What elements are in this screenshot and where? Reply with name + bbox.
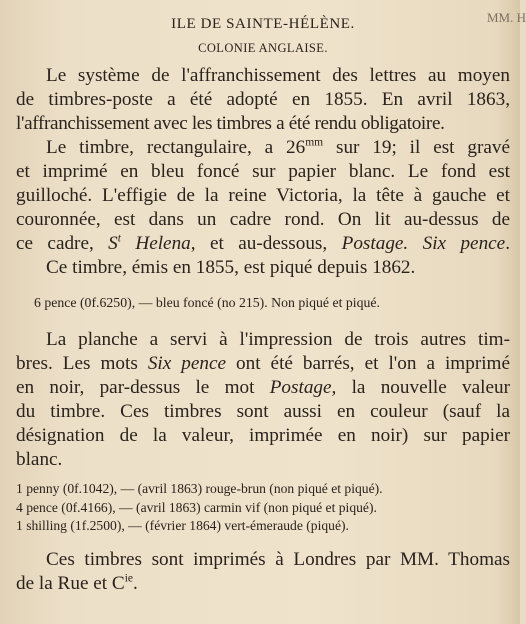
text-line: du timbre. Ces timbres sont aussi en couleur (sauf la — [16, 401, 510, 422]
text-line: blanc. — [16, 449, 63, 470]
text-line: en noir, par-dessus le mot Postage, la nouvelle valeur — [16, 377, 510, 398]
text-line: ce cadre, $S^t$ Helena, et au-dessous, Postage. Six pence. — [16, 232, 510, 254]
text-line: couronnée, est dans un cadre rond. On lit au-dessus de — [16, 209, 510, 230]
stamp-list — [16, 480, 510, 536]
text-line: Le timbre, rectangulaire, a $26^{mm}$ sur 19; il est gravé — [46, 136, 510, 158]
paragraph-history — [16, 64, 510, 136]
price-line: 6 pence (0f.6250), — bleu foncé (no 215). Non piqué et piqué. — [34, 295, 380, 310]
text-line: désignation de la valeur, imprimée en noir) sur papier — [16, 425, 510, 446]
text-line: bres. Les mots Six pence ont été barrés, et l'on a imprimé — [16, 353, 510, 374]
text-line: et imprimé en bleu foncé sur papier blanc. Le fond est — [16, 161, 510, 182]
text-line: Le système de l'affranchissement des lettres au moyen — [46, 65, 510, 86]
text-line: Ce timbre, émis en 1855, est piqué depuis 1862. — [46, 257, 416, 278]
text-line: de timbres-poste a été adopté en 1855. En avril 1863, — [16, 89, 510, 110]
page-title: ILE DE SAINTE-HÉLÈNE. — [171, 16, 355, 32]
text-line: de la Rue et $C^{ie}$. — [16, 572, 138, 594]
text-line: l'affranchissement avec les timbres a été rendu obligatoire. — [16, 113, 445, 134]
stamp-entry: 1 penny (0f.1042), — (avril 1863) rouge-brun (non piqué et piqué). — [16, 481, 383, 496]
paragraph-surcharge — [16, 328, 510, 472]
page-subtitle: COLONIE ANGLAISE. — [198, 41, 328, 55]
paragraph-perforation — [16, 256, 510, 280]
stamp-entry: 1 shilling (1f.2500), — (février 1864) vert-émeraude (piqué). — [16, 518, 349, 533]
paragraph-printer — [16, 548, 510, 596]
paragraph-description — [16, 136, 510, 256]
text-line: guilloché. L'effigie de la reine Victoria, la tête à gauche et — [16, 185, 510, 206]
facing-page-text: MM. H — [486, 10, 526, 25]
stamp-entry: 4 pence (0f.4166), — (avril 1863) carmin vif (non piqué et piqué). — [16, 499, 377, 515]
page-content — [16, 8, 510, 596]
text-line: La planche a servi à l'impression de trois autres tim- — [46, 329, 510, 350]
text-line: Ces timbres sont imprimés à Londres par MM. Thomas — [46, 548, 510, 570]
